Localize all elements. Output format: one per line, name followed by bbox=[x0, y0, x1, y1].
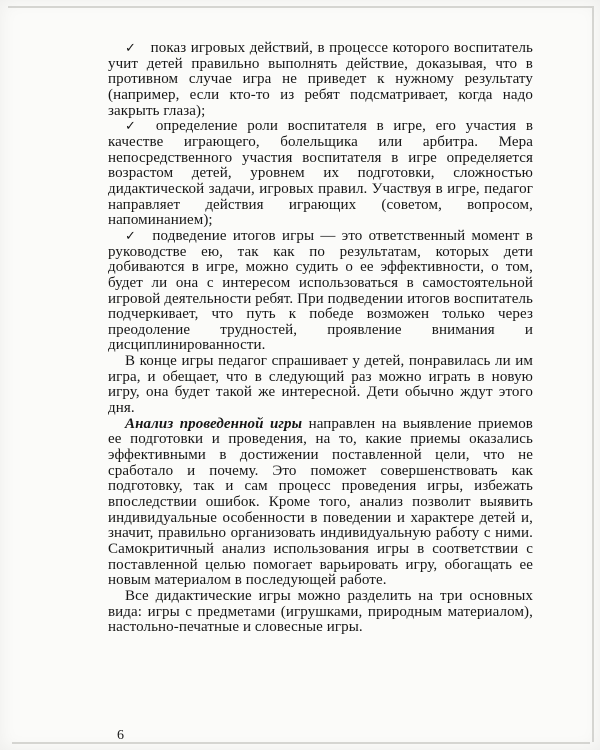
checkmark-icon: ✓ bbox=[125, 41, 137, 56]
paragraph-text: подведение итогов игры — это ответственный момент в руководстве ею, так как по результатам, которых дети добиваются в игре, можно судить о ее эффективности, о том, будет ли она с интересом использоваться в самостоятельной игровой деятельности ребят. При подведении итогов воспитатель подчеркивает, что путь к победе возможен только через преодоление трудностей, проявление внимания и дисциплинированности. bbox=[108, 227, 533, 354]
paragraph-lead-emphasis: Анализ проведенной игры bbox=[125, 415, 303, 432]
paragraph bbox=[108, 354, 533, 417]
paragraph-text: направлен на выявление приемов ее подготовки и проведения, на то, какие приемы оказались эффективными в достижении поставленной цели, что не сработало и почему. Это поможет совершенствовать как подготовку, так и сам процесс проведения игры, избежать впоследствии ошибок. Кроме того, анализ позволит выявить индивидуальные особенности в поведении и характере детей и, значит, правильно организовать индивидуальную работу с ними. Самокритичный анализ использования игры в соответствии с поставленной целью помогает варьировать игру, обогащать ее новым материалом в последующей работе. bbox=[108, 415, 533, 589]
scan-artifact-right bbox=[592, 8, 594, 742]
paragraph-text: В конце игры педагог спрашивает у детей, понравилась ли им игра, и обещает, что в следующий раз можно играть в новую игру, она будет такой же интересной. Дети обычно ждут этого дня. bbox=[108, 353, 533, 417]
bullet-paragraph bbox=[108, 41, 533, 119]
page-number: 6 bbox=[117, 728, 124, 743]
scan-artifact-top bbox=[8, 6, 594, 8]
bullet-paragraph bbox=[108, 119, 533, 229]
checkmark-icon: ✓ bbox=[125, 228, 139, 244]
scan-artifact-bottom bbox=[12, 742, 590, 744]
text-block bbox=[108, 41, 533, 636]
paragraph bbox=[108, 589, 533, 636]
paragraph-text: показ игровых действий, в процессе которого воспитатель учит детей правильно выполнять действие, доказывая, что в противном случае игра не приведет к нужному результату (например, если кто-то из ребят подсматривает, когда надо закрыть глаза); bbox=[108, 40, 533, 119]
paragraph bbox=[108, 417, 533, 589]
bullet-paragraph bbox=[108, 229, 533, 354]
paragraph-text: определение роли воспитателя в игре, его участия в качестве играющего, болельщика или арбитра. Мера непосредственного участия воспитателя в игре определяется возрастом детей, уровнем их подготовки, сложностью дидактической задачи, игровых правил. Участвуя в игре, педагог направляет действия играющих (советом, вопросом, напоминанием); bbox=[108, 118, 533, 229]
checkmark-icon: ✓ bbox=[125, 119, 142, 135]
paragraph-text: Все дидактические игры можно разделить на три основных вида: игры с предметами (игрушками, природным материалом), настольно-печатные и словесные игры. bbox=[108, 587, 533, 636]
